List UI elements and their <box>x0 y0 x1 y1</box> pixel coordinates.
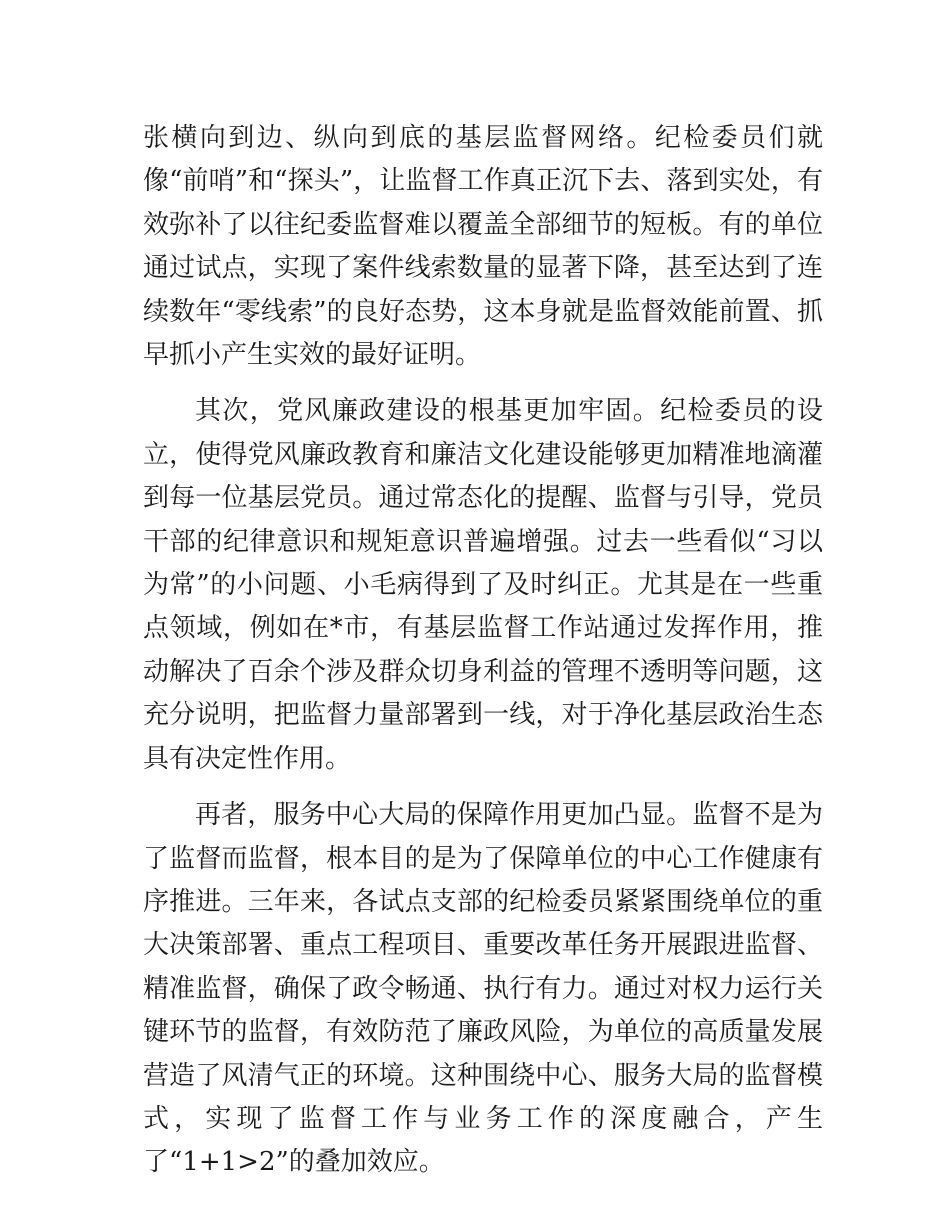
paragraph-continuation: 张横向到边、纵向到底的基层监督网络。纪检委员们就像“前哨”和“探头”，让监督工作真正沉下去、落到实处，有效弥补了以往纪委监督难以覆盖全部细节的短板。有的单位通过试点，实现了案件线索数量的显著下降，甚至达到了连续数年“零线索”的良好态势，这本身就是监督效能前置、抓早抓小产生实效的最好证明。 <box>143 123 823 371</box>
paragraph-party-conduct: 其次，党风廉政建设的根基更加牢固。纪检委员的设立，使得党风廉政教育和廉洁文化建设能够更加精准地滴灌到每一位基层党员。通过常态化的提醒、监督与引导，党员干部的纪律意识和规矩意识普遍增强。过去一些看似“习以为常”的小问题、小毛病得到了及时纠正。尤其是在一些重点领域，例如在*市，有基层监督工作站通过发挥作用，推动解决了百余个涉及群众切身利益的管理不透明等问题，这充分说明，把监督力量部署到一线，对于净化基层政治生态具有决定性作用。 <box>143 396 823 774</box>
document-body <box>143 117 823 1185</box>
paragraph-serving-center: 再者，服务中心大局的保障作用更加凸显。监督不是为了监督而监督，根本目的是为了保障单位的中心工作健康有序推进。三年来，各试点支部的纪检委员紧紧围绕单位的重大决策部署、重点工程项目、重要改革任务开展跟进监督、精准监督，确保了政令畅通、执行有力。通过对权力运行关键环节的监督，有效防范了廉政风险，为单位的高质量发展营造了风清气正的环境。这种围绕中心、服务大局的监督模式，实现了监督工作与业务工作的深度融合，产生了“1+1>2”的叠加效应。 <box>143 800 823 1178</box>
